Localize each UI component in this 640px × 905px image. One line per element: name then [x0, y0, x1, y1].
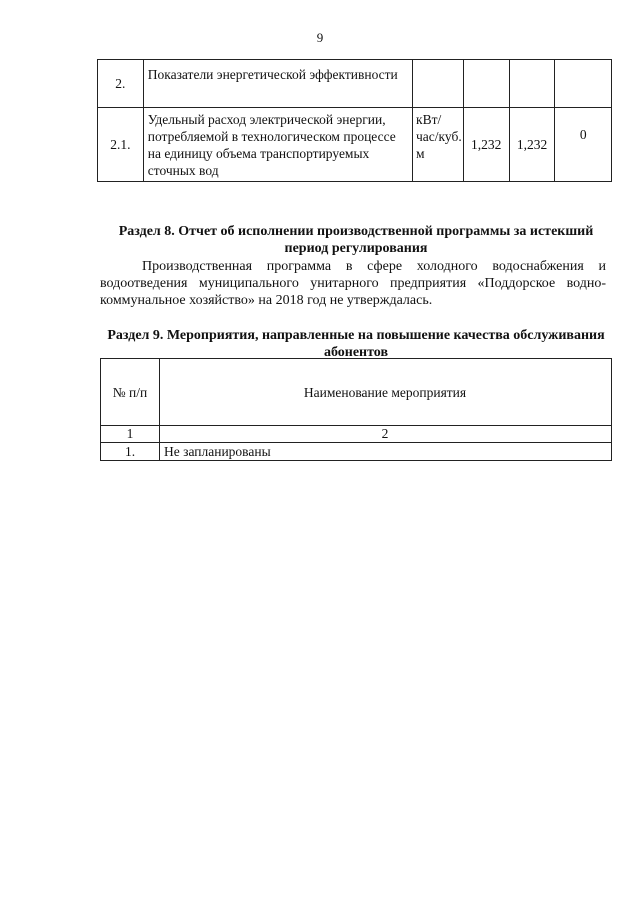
- measures-table: [100, 358, 612, 461]
- row-number: 2.: [98, 60, 144, 108]
- indicator-name: Показатели энергетической эффективности: [143, 60, 412, 108]
- indicator-unit: [413, 60, 464, 108]
- index-name: 2: [160, 426, 612, 443]
- indicator-name: Удельный расход электрической энергии, потребляемой в технологическом процессе на единицу объема транспортируемых сточных вод: [143, 108, 412, 182]
- header-number: № п/п: [101, 359, 160, 426]
- table-header-row: [101, 359, 612, 426]
- section9-heading: Раздел 9. Мероприятия, направленные на повышение качества обслуживания абонентов: [107, 328, 605, 360]
- section8-paragraph: Производственная программа в сфере холодного водоснабжения и водоотведения муниципального унитарного предприятия «Поддорское водно-коммунальное хозяйство» на 2018 год не утверждалась.: [100, 259, 606, 308]
- indicator-value-2: 1,232: [509, 108, 555, 182]
- indicator-value-1: 1,232: [463, 108, 509, 182]
- energy-indicators-table: [97, 59, 612, 182]
- measure-name: Не запланированы: [160, 443, 612, 461]
- header-measure-name: Наименование мероприятия: [160, 359, 612, 426]
- table-row: [101, 443, 612, 461]
- section8-heading: Раздел 8. Отчет об исполнении производственной программы за истекший период регулирования: [118, 224, 594, 256]
- indicator-value-2: [509, 60, 555, 108]
- table-row: [98, 108, 612, 182]
- indicator-value-3: [555, 60, 612, 108]
- indicator-unit: кВт/час/куб. м: [413, 108, 464, 182]
- measure-number: 1.: [101, 443, 160, 461]
- page-number: 9: [316, 30, 324, 45]
- index-number: 1: [101, 426, 160, 443]
- row-number: 2.1.: [98, 108, 144, 182]
- indicator-value-1: [463, 60, 509, 108]
- table-row: [98, 60, 612, 108]
- table-index-row: [101, 426, 612, 443]
- indicator-value-3: 0: [555, 108, 612, 182]
